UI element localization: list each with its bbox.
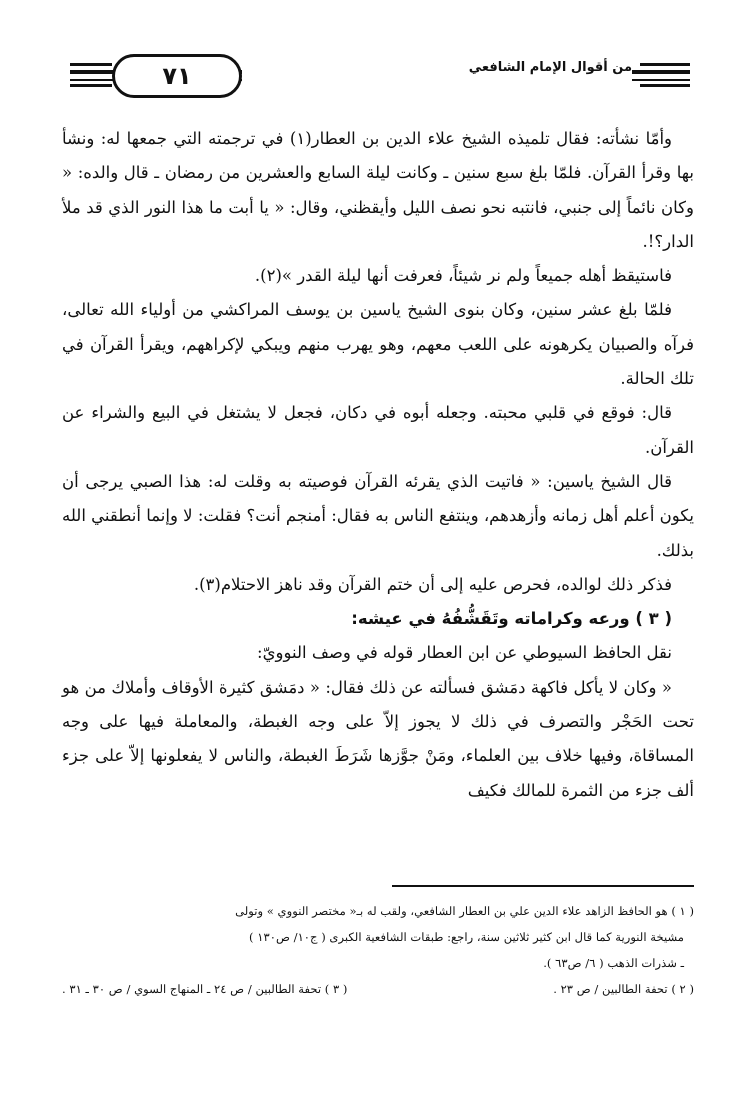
footnote-1-line-3: ـ شذرات الذهب ( ٦/ ص٦٣ ). xyxy=(543,956,684,970)
paragraph-suyuti: نقل الحافظ السيوطي عن ابن العطار قوله في وصف النوويّ: xyxy=(257,643,672,663)
footnote-2: ( ٢ ) تحفة الطالبين / ص ٢٣ . xyxy=(553,982,694,996)
paragraph-ten-years: فلمّا بلغ عشر سنين، وكان بنوى الشيخ ياسين بن يوسف المراكشي من أولياء الله تعالى، فرآه والصبيان يكرهونه على اللعب معهم، وهو يهرب منهم ويبكي لإكراههم، ويقرأ القرآن في تلك الحالة. xyxy=(62,300,694,389)
paragraph-completed-quran: فذكر ذلك لوالده، فحرص عليه إلى أن ختم القرآن وقد ناهز الاحتلام(٣). xyxy=(193,574,672,594)
page-header xyxy=(70,52,690,102)
footnote-1-line-2: مشيخة النورية كما قال ابن كثير ثلاثين سنة، راجع: طبقات الشافعية الكبرى ( ج١٠/ ص١٣٠ ) xyxy=(249,930,684,944)
header-rule-right-bottom xyxy=(640,84,690,87)
paragraph-upbringing: وأمّا نشأته: فقال تلميذه الشيخ علاء الدين بن العطار(١) في ترجمته التي جمعها له: ونشأ بها وقرأ القرآن. فلمّا بلغ سبع سنين ـ وكانت ليلة السابع والعشرين من رمضان ـ قال والده: « وكان نائماً إلى جنبي، فانتبه نحو نصف الليل وأيقظني، وقال: « يا أبت ما هذا النور الذي قد ملأ الدار؟!. xyxy=(62,129,694,251)
footnote-3: ( ٣ ) تحفة الطالبين / ص ٢٤ ـ المنهاج السوي / ص ٣٠ ـ ٣١ . xyxy=(62,982,348,996)
header-rule-right-top xyxy=(640,63,690,66)
section-heading: ( ٣ ) ورعه وكراماته وتَقَشُّفُهُ في عيشه: xyxy=(351,609,672,629)
body-text xyxy=(62,122,694,808)
header-rule-left-bottom xyxy=(70,84,112,87)
paragraph-fruit: « وكان لا يأكل فاكهة دمَشق فسألته عن ذلك فقال: « دمَشق كثيرة الأوقاف وأملاك من هو تحت الحَجْر والتصرف في ذلك لا يجوز إلاّ على وجه الغبطة، والمعاملة فيها على وجه المساقاة، وفيها خلاف بين العلماء، ومَنْ جوَّزها شَرَطَ الغبطة، والناس لا يفعلونها إلاّ على جزء ألف جزء من الثمرة للمالك فكيف xyxy=(62,677,694,800)
footnote-separator xyxy=(392,885,694,887)
footnotes xyxy=(62,898,694,1002)
footnote-row-2-3 xyxy=(62,976,694,1002)
running-title: من أقوال الإمام الشافعي xyxy=(468,60,632,75)
footnote-1-line-1: ( ١ ) هو الحافظ الزاهد علاء الدين علي بن العطار الشافعي، ولقب له بـ« مختصر النووي » وتولى xyxy=(235,904,694,918)
header-rule-left-top xyxy=(70,63,112,66)
paragraph-qadr-night: فاستيقظ أهله جميعاً ولم نر شيئاً، فعرفت أنها ليلة القدر »(٢). xyxy=(254,266,672,286)
paragraph-love: قال: فوقع في قلبي محبته. وجعله أبوه في دكان، فجعل لا يشتغل في البيع والشراء عن القرآن. xyxy=(62,403,694,457)
page-number: ٧١ xyxy=(112,54,242,98)
paragraph-sheikh-yasin: قال الشيخ ياسين: « فاتيت الذي يقرئه القرآن فوصيته به وقلت له: هذا الصبي يرجى أن يكون أعلم أهل زمانه وأزهدهم، وينتفع الناس به فقال: أمنجم أنت؟ فقلت: لا وإنما أنطقني الله بذلك. xyxy=(62,471,694,560)
